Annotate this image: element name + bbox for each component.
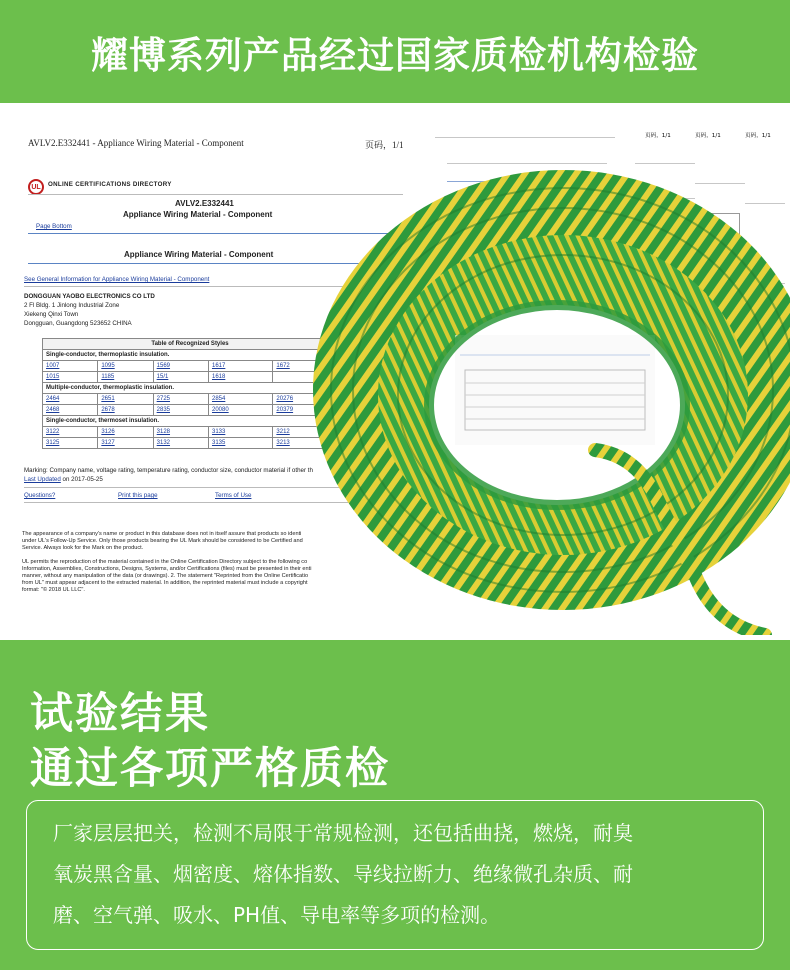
description-box	[26, 800, 764, 950]
certificate-code: AVLV2.E332441	[175, 199, 234, 208]
company-name: DONGGUAN YAOBO ELECTRONICS CO LTD	[24, 293, 155, 300]
company-address-1: 2 Fl Bldg. 1 Jinlong Industrial Zone	[24, 302, 120, 309]
general-info-link[interactable]: See General Information for Appliance Wiring Material - Component	[24, 276, 210, 283]
table-cell[interactable]: 1672	[273, 361, 338, 372]
table-cell[interactable]: 3133	[208, 427, 272, 438]
last-updated	[24, 476, 103, 483]
certificate-title: Appliance Wiring Material - Component	[123, 210, 273, 219]
notice-line: UL permits the reproduction of the material contained in the Online Certification Directory subject to the following co	[22, 559, 308, 565]
table-cell[interactable]: 3127	[98, 438, 153, 449]
last-updated-date: on 2017-05-25	[60, 476, 103, 483]
table-cell[interactable]: 3125	[43, 438, 98, 449]
notice-line: Information, Assemblies, Constructions, Designs, Systems, and/or Certifications (files) must be presented in their enti	[22, 566, 312, 572]
banner-title: 耀博系列产品经过国家质检机构检验	[91, 33, 699, 77]
mini-page-label-3: 页码，1/1	[745, 133, 771, 139]
table-cell[interactable]: 3122	[43, 427, 98, 438]
table-cell[interactable]: 2835	[153, 405, 208, 416]
result-subheading: 通过各项严格质检	[30, 744, 390, 794]
table-cell[interactable]: 1185	[98, 372, 153, 383]
table-row	[43, 361, 338, 372]
table-cell[interactable]: 2464	[43, 394, 98, 405]
result-heading: 试验结果	[30, 689, 210, 739]
table-caption: Table of Recognized Styles	[43, 339, 338, 350]
table-row	[43, 405, 338, 416]
table-row	[43, 394, 338, 405]
table-cell[interactable]: 2854	[208, 394, 272, 405]
table-group-label: Single-conductor, thermoplastic insulation.	[43, 350, 338, 361]
notice-line: from UL" must appear adjacent to the extracted material. In addition, the reprinted material must include a copyright	[22, 580, 308, 586]
ul-logo-icon: UL	[28, 179, 44, 195]
cable-coil-image	[295, 155, 790, 635]
table-cell[interactable]: 2725	[153, 394, 208, 405]
description-line: 厂家层层把关，检测不局限于常规检测，还包括曲挠，燃烧，耐臭	[53, 821, 633, 845]
marking-text: Marking: Company name, voltage rating, temperature rating, conductor size, conductor material if other th	[24, 467, 313, 474]
table-cell[interactable]: 2651	[98, 394, 153, 405]
doc-code: AVLV2.E332441 - Appliance Wiring Material - Component	[28, 138, 244, 148]
table-row	[43, 438, 338, 449]
notice-line: manner, without any manipulation of the data (or drawings). 2. The statement "Reprinted from the Online Certificatio	[22, 573, 309, 579]
table-cell[interactable]: 15/1	[153, 372, 208, 383]
print-page-link[interactable]: Print this page	[118, 492, 158, 499]
description-line: 氧炭黑含量、烟密度、熔体指数、导线拉断力、绝缘微孔杂质、耐	[53, 862, 633, 886]
table-group-label: Single-conductor, thermoset insulation.	[43, 416, 338, 427]
table-cell[interactable]: 1618	[208, 372, 272, 383]
table-row	[43, 427, 338, 438]
notice-line: format: "© 2018 UL LLC".	[22, 587, 85, 593]
table-cell[interactable]: 3212	[273, 427, 338, 438]
table-cell[interactable]: 1015	[43, 372, 98, 383]
coil-hole-document	[455, 335, 655, 445]
directory-title: ONLINE CERTIFICATIONS DIRECTORY	[48, 181, 172, 188]
mini-page-label-2: 页码，1/1	[695, 133, 721, 139]
table-cell[interactable]: 2678	[98, 405, 153, 416]
table-cell[interactable]: 20080	[208, 405, 272, 416]
table-row	[43, 372, 338, 383]
notice-line: Service. Always look for the Mark on the product.	[22, 545, 144, 551]
notice-line: The appearance of a company's name or product in this database does not in itself assure that products so identi	[22, 531, 302, 537]
recognized-styles-table	[42, 338, 338, 449]
table-cell[interactable]: 3135	[208, 438, 272, 449]
notice-line: under UL's Follow-Up Service. Only those products bearing the UL Mark should be considered to be Certified and	[22, 538, 303, 544]
page-bottom-link[interactable]: Page Bottom	[36, 223, 72, 230]
table-cell[interactable]: 1007	[43, 361, 98, 372]
table-group-label: Multiple-conductor, thermoplastic insulation.	[43, 383, 338, 394]
page-label: 页码，1/1	[365, 140, 404, 150]
last-updated-link[interactable]: Last Updated	[24, 476, 61, 483]
top-banner	[0, 0, 790, 103]
table-cell[interactable]: 1095	[98, 361, 153, 372]
company-address-3: Dongguan, Guangdong 523652 CHINA	[24, 320, 132, 327]
table-cell[interactable]: 2468	[43, 405, 98, 416]
table-cell[interactable]: 20276	[273, 394, 338, 405]
table-cell[interactable]: 3213	[273, 438, 338, 449]
terms-of-use-link[interactable]: Terms of Use	[215, 492, 252, 499]
table-cell[interactable]: 1569	[153, 361, 208, 372]
table-cell[interactable]: 20379	[273, 405, 338, 416]
description-line: 磨、空气弹、吸水、PH值、导电率等多项的检测。	[53, 903, 501, 927]
mini-page-label-1: 页码，1/1	[645, 133, 671, 139]
certificate-subtitle: Appliance Wiring Material - Component	[124, 250, 274, 259]
table-cell[interactable]: 3126	[98, 427, 153, 438]
table-cell[interactable]: 3132	[153, 438, 208, 449]
questions-link[interactable]: Questions?	[24, 492, 56, 499]
table-cell[interactable]: 1617	[208, 361, 272, 372]
company-address-2: Xiekeng Qinxi Town	[24, 311, 79, 318]
table-cell[interactable]: 3128	[153, 427, 208, 438]
